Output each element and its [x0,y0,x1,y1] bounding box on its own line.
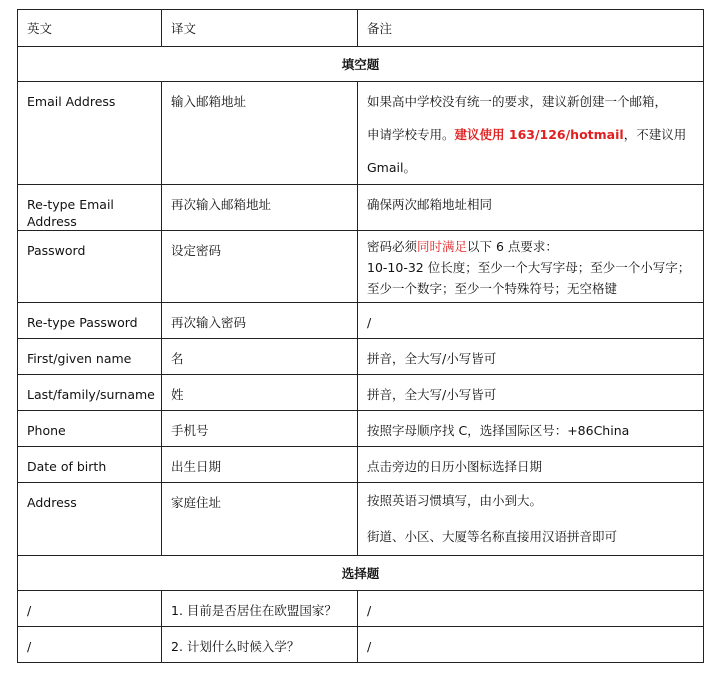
cell-en: Email Address [18,82,162,185]
cell-zh: 1. 目前是否居住在欧盟国家？ [162,591,358,627]
note-line: 按照英语习惯填写，由小到大。 [367,493,543,508]
cell-zh: 手机号 [162,411,358,447]
section-title-choice: 选择题 [18,556,704,591]
table-row [18,375,704,411]
table-row [18,339,704,375]
note-highlight: 同时满足 [417,239,468,254]
note-line: 10-10-32 位长度；至少一个大写字母；至少一个小写字； [367,260,691,275]
section-title-fill: 填空题 [18,47,704,82]
cell-zh: 设定密码 [162,231,358,303]
cell-note: / [358,591,704,627]
cell-zh: 名 [162,339,358,375]
cell-en: Password [18,231,162,303]
cell-zh: 输入邮箱地址 [162,82,358,185]
cell-note: / [358,303,704,339]
cell-zh: 姓 [162,375,358,411]
cell-en: / [18,591,162,627]
table-row [18,82,704,185]
table-row [18,591,704,627]
note-text: 密码必须 [367,239,418,254]
cell-note [358,82,704,185]
cell-note: / [358,627,704,663]
cell-note [358,483,704,556]
note-text: ，不建议用 [623,127,687,142]
cell-zh: 再次输入密码 [162,303,358,339]
header-notes: 备注 [358,10,704,47]
cell-en: Re-type Email Address [18,185,162,231]
cell-en: Address [18,483,162,556]
section-row-choice [18,556,704,591]
cell-note: 拼音，全大写/小写皆可 [358,375,704,411]
cell-en: / [18,627,162,663]
note-line: Gmail。 [367,160,416,175]
form-translation-table [17,9,704,663]
cell-en: First/given name [18,339,162,375]
cell-zh: 2. 计划什么时候入学？ [162,627,358,663]
cell-note: 点击旁边的日历小图标选择日期 [358,447,704,483]
cell-note: 确保两次邮箱地址相同 [358,185,704,231]
note-line: 街道、小区、大厦等名称直接用汉语拼音即可 [367,529,618,544]
header-translation: 译文 [162,10,358,47]
table-row [18,303,704,339]
cell-note: 按照字母顺序找 C，选择国际区号：+86China [358,411,704,447]
table-header-row [18,10,704,47]
note-highlight: 建议使用 163/126/hotmail [454,127,624,142]
cell-en: Re-type Password [18,303,162,339]
note-line: 如果高中学校没有统一的要求，建议新创建一个邮箱， [367,94,668,109]
table-row [18,483,704,556]
note-text: 以下 6 点要求： [467,239,558,254]
cell-zh: 家庭住址 [162,483,358,556]
table-row [18,231,704,303]
cell-zh: 再次输入邮箱地址 [162,185,358,231]
cell-en: Date of birth [18,447,162,483]
header-english: 英文 [18,10,162,47]
cell-zh: 出生日期 [162,447,358,483]
cell-note [358,231,704,303]
note-line [367,118,694,151]
section-row-fill [18,47,704,82]
cell-note: 拼音，全大写/小写皆可 [358,339,704,375]
table-row [18,447,704,483]
table-row [18,627,704,663]
table-row [18,185,704,231]
note-line [367,236,694,257]
cell-en: Last/family/surname [18,375,162,411]
note-line: 至少一个数字；至少一个特殊符号；无空格键 [367,281,618,296]
note-text: 申请学校专用。 [367,127,455,142]
cell-en: Phone [18,411,162,447]
table-row [18,411,704,447]
